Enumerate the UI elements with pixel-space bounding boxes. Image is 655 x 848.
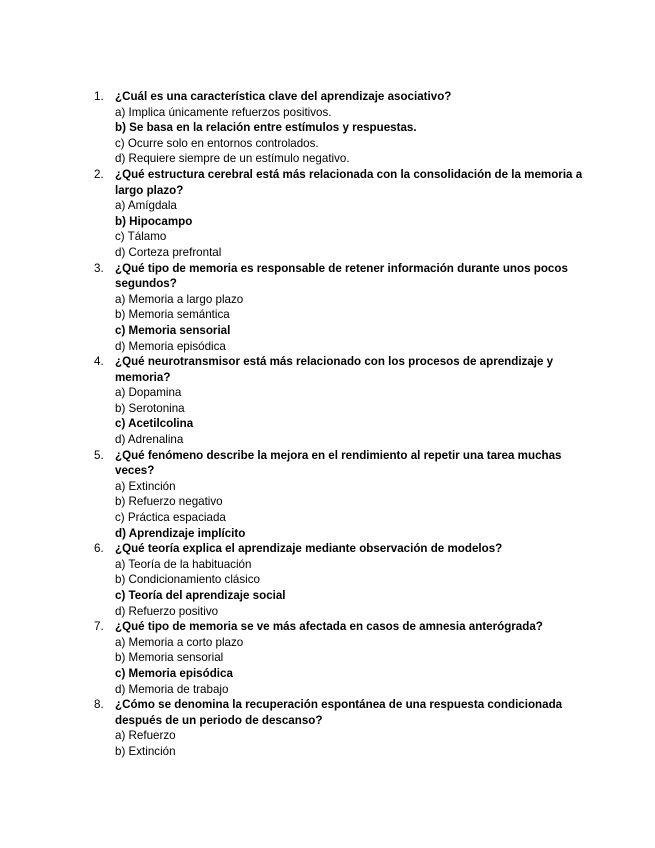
answer-option: b) Extinción bbox=[115, 744, 176, 758]
answer-option: b) Refuerzo negativo bbox=[115, 495, 223, 509]
answer-options bbox=[115, 728, 584, 759]
question-item bbox=[94, 354, 584, 448]
answer-option-correct: c) Memoria sensorial bbox=[115, 323, 231, 337]
question-number: 8. bbox=[94, 698, 104, 712]
answer-options bbox=[115, 635, 584, 697]
question-text: ¿Qué tipo de memoria es responsable de retener información durante unos pocos segundos? bbox=[115, 261, 568, 291]
answer-option: d) Corteza prefrontal bbox=[115, 245, 222, 259]
answer-option: d) Requiere siempre de un estímulo negativo. bbox=[115, 152, 350, 166]
question-number: 1. bbox=[94, 90, 104, 103]
answer-option: b) Serotonina bbox=[115, 401, 185, 415]
question-item bbox=[94, 167, 584, 261]
answer-option: a) Memoria a largo plazo bbox=[115, 292, 244, 306]
question-item bbox=[94, 619, 584, 697]
question-item bbox=[94, 541, 584, 619]
answer-option: a) Implica únicamente refuerzos positivos. bbox=[115, 105, 332, 119]
answer-option-correct: d) Aprendizaje implícito bbox=[115, 526, 246, 540]
question-text: ¿Cuál es una característica clave del aprendizaje asociativo? bbox=[115, 90, 452, 103]
answer-option-correct: c) Acetilcolina bbox=[115, 417, 194, 431]
answer-options bbox=[115, 198, 584, 260]
question-item bbox=[94, 697, 584, 759]
question-item bbox=[94, 89, 584, 167]
answer-option: a) Extinción bbox=[115, 479, 176, 493]
question-item bbox=[94, 261, 584, 355]
answer-option-correct: c) Memoria episódica bbox=[115, 666, 233, 680]
answer-option: a) Teoría de la habituación bbox=[115, 557, 252, 571]
answer-options bbox=[115, 292, 584, 354]
answer-option: a) Dopamina bbox=[115, 386, 182, 400]
answer-option: d) Memoria de trabajo bbox=[115, 682, 229, 696]
question-text: ¿Qué neurotransmisor está más relacionado con los procesos de aprendizaje y memoria? bbox=[115, 355, 554, 384]
question-number: 7. bbox=[94, 620, 104, 634]
answer-options bbox=[115, 105, 584, 167]
answer-option: a) Refuerzo bbox=[115, 729, 176, 743]
answer-option: a) Memoria a corto plazo bbox=[115, 635, 244, 649]
answer-option-correct: b) Se basa en la relación entre estímulos y respuestas. bbox=[115, 121, 417, 135]
answer-option: b) Memoria sensorial bbox=[115, 651, 224, 665]
question-item bbox=[94, 448, 584, 542]
answer-option: c) Práctica espaciada bbox=[115, 511, 226, 525]
answer-options bbox=[115, 557, 584, 619]
question-text: ¿Cómo se denomina la recuperación espontánea de una respuesta condicionada después de un periodo de descanso? bbox=[115, 698, 563, 727]
answer-option-correct: b) Hipocampo bbox=[115, 214, 193, 228]
quiz-question-list bbox=[94, 89, 584, 760]
question-number: 5. bbox=[94, 448, 104, 462]
answer-option: c) Ocurre solo en entornos controlados. bbox=[115, 136, 319, 150]
answer-option-correct: c) Teoría del aprendizaje social bbox=[115, 589, 286, 602]
question-text: ¿Qué estructura cerebral está más relacionada con la consolidación de la memoria a largo plazo? bbox=[115, 167, 583, 197]
question-text: ¿Qué teoría explica el aprendizaje mediante observación de modelos? bbox=[115, 542, 503, 556]
answer-option: d) Memoria episódica bbox=[115, 339, 226, 353]
question-number: 4. bbox=[94, 355, 104, 369]
question-text: ¿Qué fenómeno describe la mejora en el rendimiento al repetir una tarea muchas veces? bbox=[115, 448, 562, 478]
question-number: 2. bbox=[94, 167, 104, 181]
answer-option: d) Refuerzo positivo bbox=[115, 604, 219, 618]
answer-option: c) Tálamo bbox=[115, 230, 167, 244]
answer-option: b) Condicionamiento clásico bbox=[115, 573, 260, 587]
answer-options bbox=[115, 479, 584, 541]
question-number: 3. bbox=[94, 261, 104, 275]
answer-options bbox=[115, 385, 584, 447]
answer-option: b) Memoria semántica bbox=[115, 308, 230, 322]
question-text: ¿Qué tipo de memoria se ve más afectada en casos de amnesia anterógrada? bbox=[115, 620, 543, 634]
answer-option: a) Amígdala bbox=[115, 199, 177, 213]
answer-option: d) Adrenalina bbox=[115, 433, 184, 447]
question-number: 6. bbox=[94, 542, 104, 556]
